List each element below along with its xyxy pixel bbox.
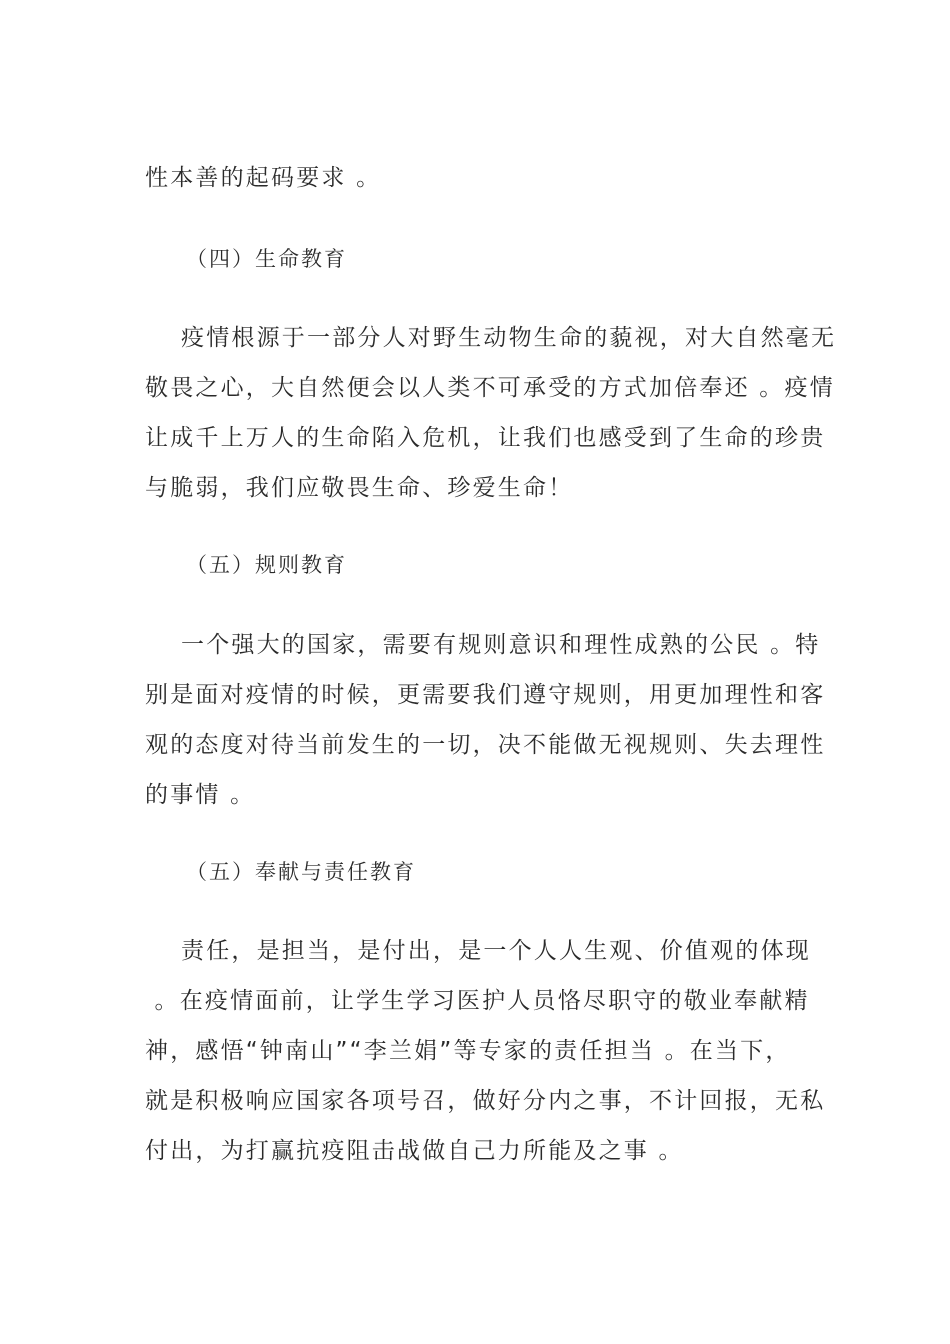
paragraph-line: 敬畏之心，大自然便会以人类不可承受的方式加倍奉还 。疫情 — [145, 375, 835, 401]
paragraph-line: 一个强大的国家，需要有规则意识和理性成熟的公民 。特 — [181, 632, 821, 658]
paragraph-line: 观的态度对待当前发生的一切，决不能做无视规则、失去理性 — [145, 732, 826, 758]
paragraph-line: 就是积极响应国家各项号召，做好分内之事，不计回报，无私 — [145, 1088, 826, 1114]
text-line: 性本善的起码要求 。 — [145, 165, 382, 191]
paragraph-line: 与脆弱，我们应敬畏生命、珍爱生命！ — [145, 475, 574, 501]
section-heading-dedication-responsibility-education: （五）奉献与责任教育 — [186, 860, 416, 884]
paragraph-line: 。在疫情面前，让学生学习医护人员恪尽职守的敬业奉献精 — [145, 988, 810, 1014]
paragraph-line: 责任，是担当，是付出，是一个人人生观、价值观的体现 — [181, 938, 811, 964]
section-heading-rules-education: （五）规则教育 — [186, 553, 347, 577]
paragraph-line: 疫情根源于一部分人对野生动物生命的藐视，对大自然毫无 — [181, 325, 837, 351]
paragraph-line: 别是面对疫情的时候，更需要我们遵守规则，用更加理性和客 — [145, 682, 826, 708]
paragraph-line: 神，感悟“钟南山”“李兰娟”等专家的责任担当 。在当下， — [145, 1038, 791, 1064]
section-heading-life-education: （四）生命教育 — [186, 247, 347, 271]
paragraph-line: 的事情 。 — [145, 782, 256, 808]
paragraph-line: 让成千上万人的生命陷入危机，让我们也感受到了生命的珍贵 — [145, 425, 826, 451]
paragraph-line: 付出，为打赢抗疫阻击战做自己力所能及之事 。 — [145, 1138, 684, 1164]
